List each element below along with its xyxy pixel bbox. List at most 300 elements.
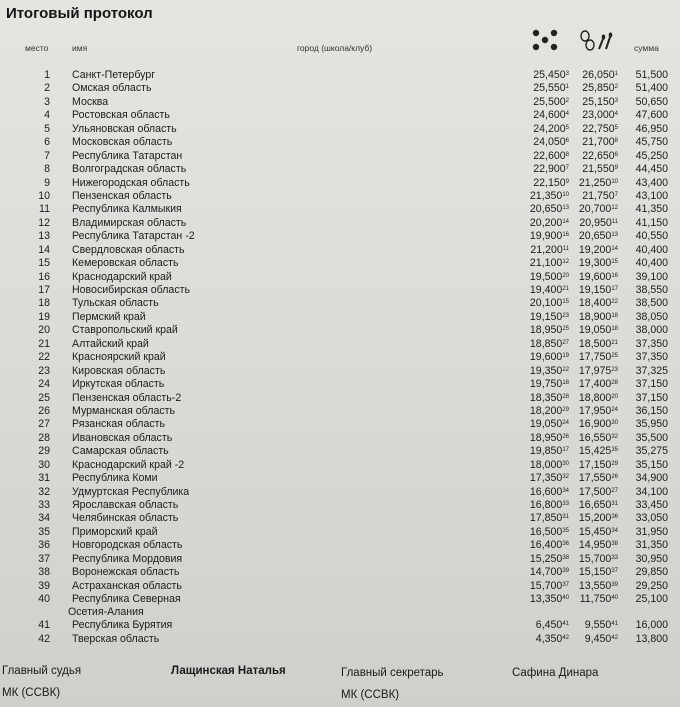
score-apparatus-1-value: 18,200 bbox=[529, 404, 563, 417]
score-apparatus-2-value: 17,150 bbox=[578, 458, 612, 471]
row-name: Мурманская область bbox=[72, 404, 175, 417]
score-apparatus-1-value: 17,350 bbox=[529, 472, 563, 485]
row-name: Ульяновская область bbox=[72, 122, 177, 135]
row-name: Нижегородская область bbox=[72, 176, 190, 189]
row-name: Алтайский край bbox=[72, 337, 149, 350]
score-apparatus-2-rank: 11 bbox=[611, 218, 618, 225]
score-apparatus-2 bbox=[568, 230, 618, 243]
score-apparatus-2-rank: 20 bbox=[611, 393, 618, 400]
score-apparatus-2-value: 15,450 bbox=[578, 525, 612, 538]
row-name: Республика Бурятия bbox=[72, 619, 173, 632]
table-row bbox=[0, 633, 680, 646]
score-apparatus-1-value: 18,000 bbox=[529, 458, 563, 471]
score-apparatus-2 bbox=[568, 619, 618, 632]
row-place: 40 bbox=[38, 593, 50, 606]
score-apparatus-1-rank: 36 bbox=[562, 541, 569, 548]
score-apparatus-1-value: 19,350 bbox=[529, 364, 563, 377]
score-apparatus-2-value: 18,400 bbox=[578, 297, 612, 310]
row-place: 34 bbox=[38, 512, 50, 525]
table-row bbox=[0, 190, 680, 203]
row-name: Ростовская область bbox=[72, 109, 170, 122]
score-apparatus-1 bbox=[513, 230, 569, 243]
score-apparatus-1-rank: 4 bbox=[565, 111, 569, 118]
score-apparatus-1-value: 17,850 bbox=[529, 512, 563, 525]
row-name: Рязанская область bbox=[72, 418, 166, 431]
row-place: 3 bbox=[44, 95, 50, 108]
score-apparatus-1-value: 20,200 bbox=[529, 216, 563, 229]
row-total: 47,600 bbox=[635, 109, 668, 122]
score-apparatus-1-value: 20,650 bbox=[529, 203, 563, 216]
score-apparatus-2 bbox=[565, 109, 618, 122]
row-total: 37,350 bbox=[635, 351, 668, 364]
table-row bbox=[0, 526, 680, 539]
score-apparatus-2-value: 20,650 bbox=[578, 230, 612, 243]
score-apparatus-1-rank: 34 bbox=[562, 487, 569, 494]
score-apparatus-2-value: 14,950 bbox=[578, 539, 612, 552]
row-total: 35,150 bbox=[635, 458, 668, 471]
row-total: 29,250 bbox=[635, 579, 668, 592]
score-apparatus-1-rank: 33 bbox=[562, 501, 569, 507]
table-row bbox=[0, 553, 680, 566]
score-apparatus-1-rank: 39 bbox=[562, 568, 569, 575]
table-row bbox=[0, 257, 680, 270]
chief-secretary-name: Сафина Динара bbox=[512, 667, 599, 679]
row-place: 35 bbox=[38, 525, 50, 538]
score-apparatus-2 bbox=[568, 580, 618, 593]
score-apparatus-1-rank: 19 bbox=[562, 353, 569, 360]
row-place: 29 bbox=[38, 445, 50, 458]
score-apparatus-1 bbox=[513, 459, 569, 472]
score-apparatus-2-value: 15,700 bbox=[578, 552, 612, 565]
row-name-continuation: Осетия-Алания bbox=[68, 606, 144, 619]
score-apparatus-2-rank: 40 bbox=[611, 595, 618, 602]
score-apparatus-1-rank: 42 bbox=[562, 634, 569, 641]
row-total: 51,500 bbox=[635, 69, 668, 81]
row-name: Краснодарский край bbox=[72, 270, 172, 283]
score-apparatus-2-value: 21,750 bbox=[582, 189, 615, 202]
score-apparatus-2-value: 9,450 bbox=[584, 632, 612, 645]
row-place: 4 bbox=[44, 109, 50, 122]
score-apparatus-1-value: 4,350 bbox=[535, 632, 563, 645]
score-apparatus-1 bbox=[513, 378, 569, 391]
score-apparatus-1-value: 19,750 bbox=[529, 378, 563, 391]
row-name: Удмуртская Республика bbox=[72, 485, 190, 498]
score-apparatus-1 bbox=[513, 580, 569, 593]
score-apparatus-2-value: 21,550 bbox=[582, 163, 615, 176]
hoops-and-clubs-icon bbox=[579, 29, 615, 53]
score-apparatus-2-rank: 18 bbox=[611, 312, 618, 319]
row-place: 32 bbox=[38, 485, 50, 498]
score-apparatus-2-rank: 9 bbox=[614, 165, 618, 172]
score-apparatus-2 bbox=[565, 149, 618, 163]
score-apparatus-1-rank: 9 bbox=[565, 178, 569, 185]
row-total: 45,750 bbox=[635, 136, 668, 149]
row-total: 33,450 bbox=[635, 499, 668, 511]
row-place: 14 bbox=[38, 243, 50, 256]
row-total: 37,325 bbox=[635, 364, 668, 377]
score-apparatus-2-rank: 24 bbox=[611, 406, 618, 413]
score-apparatus-2 bbox=[568, 365, 618, 378]
score-apparatus-1 bbox=[513, 338, 569, 351]
score-apparatus-2-value: 16,900 bbox=[578, 418, 612, 431]
score-apparatus-2 bbox=[568, 405, 618, 418]
score-apparatus-1-rank: 3 bbox=[565, 71, 569, 77]
score-apparatus-1 bbox=[513, 297, 569, 310]
score-apparatus-1-rank: 25 bbox=[562, 326, 569, 333]
score-apparatus-1-value: 22,600 bbox=[533, 149, 566, 162]
chief-judge-role: Главный судья bbox=[2, 665, 82, 677]
score-apparatus-1 bbox=[513, 257, 569, 270]
score-apparatus-1-value: 18,950 bbox=[529, 431, 563, 444]
row-name: Ивановская область bbox=[72, 431, 173, 444]
score-apparatus-1 bbox=[513, 512, 569, 525]
score-apparatus-1-rank: 26 bbox=[562, 433, 569, 440]
chief-judge-name: Лащинская Наталья bbox=[171, 665, 286, 677]
row-place: 30 bbox=[38, 458, 50, 471]
table-row bbox=[0, 472, 680, 485]
score-apparatus-2-rank: 18 bbox=[611, 326, 618, 333]
score-apparatus-1-rank: 30 bbox=[562, 460, 569, 467]
row-name: Кировская область bbox=[72, 364, 166, 377]
row-place: 33 bbox=[38, 499, 50, 511]
score-apparatus-2-rank: 5 bbox=[614, 124, 618, 131]
table-row bbox=[0, 566, 680, 579]
score-apparatus-1-value: 16,600 bbox=[529, 485, 563, 498]
score-apparatus-1 bbox=[513, 445, 569, 458]
score-apparatus-2-value: 18,500 bbox=[578, 337, 612, 350]
score-apparatus-1-rank: 1 bbox=[565, 84, 569, 91]
table-row bbox=[0, 136, 680, 149]
score-apparatus-1-rank: 18 bbox=[562, 380, 569, 387]
row-total: 34,100 bbox=[635, 485, 668, 498]
score-apparatus-1-rank: 6 bbox=[565, 138, 569, 145]
score-apparatus-1-rank: 24 bbox=[562, 420, 569, 427]
row-total: 13,800 bbox=[635, 632, 668, 645]
score-apparatus-1 bbox=[513, 150, 569, 163]
row-place: 2 bbox=[44, 82, 50, 95]
row-total: 31,350 bbox=[635, 539, 668, 552]
score-apparatus-2 bbox=[565, 122, 618, 136]
table-row bbox=[0, 163, 680, 176]
score-apparatus-2 bbox=[568, 311, 618, 324]
score-apparatus-2-value: 19,150 bbox=[578, 284, 612, 296]
score-apparatus-1-value: 15,700 bbox=[529, 579, 563, 592]
score-apparatus-1-rank: 28 bbox=[562, 393, 569, 400]
score-apparatus-2-value: 16,650 bbox=[578, 499, 612, 511]
score-apparatus-1-rank: 16 bbox=[562, 232, 569, 239]
row-name: Санкт-Петербург bbox=[72, 69, 156, 81]
score-apparatus-2-rank: 26 bbox=[611, 474, 618, 481]
row-name: Иркутская область bbox=[72, 378, 165, 391]
row-total: 37,150 bbox=[635, 391, 668, 404]
score-apparatus-1-value: 21,350 bbox=[529, 189, 563, 202]
row-total: 38,050 bbox=[635, 310, 668, 323]
row-name: Республика Северная bbox=[72, 593, 181, 606]
table-row bbox=[0, 96, 680, 109]
score-apparatus-1 bbox=[513, 566, 569, 579]
score-apparatus-2 bbox=[568, 499, 618, 512]
row-place: 19 bbox=[38, 310, 50, 323]
score-apparatus-1 bbox=[513, 163, 569, 176]
table-row bbox=[0, 311, 680, 324]
score-apparatus-1 bbox=[513, 418, 569, 431]
score-apparatus-2-rank: 16 bbox=[611, 272, 618, 279]
row-total: 38,000 bbox=[635, 324, 668, 337]
table-row bbox=[0, 217, 680, 230]
score-apparatus-2-value: 16,550 bbox=[578, 431, 612, 444]
score-apparatus-1-rank: 10 bbox=[562, 191, 569, 198]
row-name: Республика Калмыкия bbox=[72, 203, 182, 216]
table-row bbox=[0, 230, 680, 243]
row-place: 26 bbox=[38, 404, 50, 417]
table-row bbox=[0, 271, 680, 284]
row-name: Челябинская область bbox=[72, 512, 179, 525]
score-apparatus-2-value: 11,750 bbox=[579, 593, 612, 606]
score-apparatus-2-rank: 4 bbox=[614, 111, 618, 118]
row-total: 41,150 bbox=[635, 216, 668, 229]
score-apparatus-1-rank: 29 bbox=[562, 406, 569, 413]
score-apparatus-2 bbox=[568, 539, 618, 552]
page-title: Итоговый протокол bbox=[6, 5, 153, 22]
score-apparatus-2-rank: 35 bbox=[611, 447, 618, 454]
row-place: 42 bbox=[38, 632, 50, 645]
score-apparatus-2-rank: 7 bbox=[614, 191, 618, 198]
row-total: 34,900 bbox=[635, 472, 668, 485]
row-name: Омская область bbox=[72, 82, 152, 95]
score-apparatus-1-rank: 38 bbox=[562, 554, 569, 561]
score-apparatus-2 bbox=[568, 418, 618, 431]
score-apparatus-2 bbox=[568, 512, 618, 525]
score-apparatus-2-rank: 32 bbox=[611, 433, 618, 440]
row-place: 15 bbox=[38, 257, 50, 270]
score-apparatus-1-rank: 23 bbox=[562, 312, 569, 319]
score-apparatus-2-rank: 29 bbox=[611, 460, 618, 467]
row-place: 38 bbox=[38, 566, 50, 579]
score-apparatus-2 bbox=[565, 82, 618, 95]
score-apparatus-1 bbox=[513, 217, 569, 230]
row-name: Республика Татарстан -2 bbox=[72, 230, 195, 243]
row-place: 22 bbox=[38, 351, 50, 364]
score-apparatus-1-rank: 41 bbox=[562, 621, 569, 628]
score-apparatus-2 bbox=[565, 136, 618, 149]
score-apparatus-2-rank: 34 bbox=[611, 527, 618, 534]
table-row bbox=[0, 486, 680, 499]
score-apparatus-1-rank: 13 bbox=[562, 205, 569, 212]
table-row bbox=[0, 445, 680, 458]
score-apparatus-2-value: 18,800 bbox=[578, 391, 612, 404]
score-apparatus-2-value: 21,700 bbox=[582, 136, 615, 149]
score-apparatus-1-rank: 40 bbox=[562, 595, 569, 602]
row-total: 43,400 bbox=[635, 176, 668, 189]
table-row bbox=[0, 405, 680, 418]
header-city: город (школа/клуб) bbox=[297, 43, 373, 53]
row-place: 24 bbox=[38, 378, 50, 391]
row-name: Красноярский край bbox=[72, 351, 166, 364]
row-name: Кемеровская область bbox=[72, 257, 179, 270]
row-total: 39,100 bbox=[635, 270, 668, 283]
score-apparatus-1 bbox=[513, 244, 569, 257]
row-name: Тульская область bbox=[72, 297, 159, 310]
score-apparatus-2-rank: 14 bbox=[611, 245, 618, 252]
score-apparatus-1-value: 22,900 bbox=[533, 163, 566, 176]
table-row bbox=[0, 499, 680, 512]
score-apparatus-2-value: 26,050 bbox=[582, 69, 615, 81]
row-total: 35,950 bbox=[635, 418, 668, 431]
score-apparatus-1-value: 20,100 bbox=[529, 297, 563, 310]
score-apparatus-2-rank: 1 bbox=[614, 71, 618, 77]
score-apparatus-1-value: 6,450 bbox=[535, 619, 563, 632]
score-apparatus-1-value: 24,200 bbox=[533, 122, 566, 135]
score-apparatus-2-value: 17,400 bbox=[578, 378, 612, 391]
row-name: Ярославская область bbox=[72, 499, 179, 511]
row-name: Свердловская область bbox=[72, 243, 185, 256]
row-total: 25,100 bbox=[635, 593, 668, 606]
row-place: 31 bbox=[38, 472, 50, 485]
score-apparatus-2-value: 9,550 bbox=[584, 619, 612, 632]
score-apparatus-2-rank: 15 bbox=[611, 259, 618, 266]
row-name: Краснодарский край -2 bbox=[72, 458, 185, 471]
score-apparatus-1-value: 22,150 bbox=[533, 176, 566, 189]
score-apparatus-2 bbox=[568, 593, 618, 606]
score-apparatus-1 bbox=[513, 405, 569, 418]
score-apparatus-1-value: 19,050 bbox=[529, 418, 563, 431]
row-name: Астраханская область bbox=[72, 579, 182, 592]
score-apparatus-1-value: 18,950 bbox=[529, 324, 563, 337]
table-row bbox=[0, 418, 680, 431]
score-apparatus-1-value: 15,250 bbox=[529, 552, 563, 565]
score-apparatus-1 bbox=[513, 82, 569, 95]
score-apparatus-2-rank: 27 bbox=[611, 487, 618, 494]
row-total: 40,550 bbox=[635, 230, 668, 243]
score-apparatus-1 bbox=[513, 539, 569, 552]
score-apparatus-1-rank: 35 bbox=[562, 527, 569, 534]
row-name: Республика Татарстан bbox=[72, 149, 183, 162]
score-apparatus-2-rank: 33 bbox=[611, 554, 618, 561]
results-table bbox=[0, 69, 680, 646]
row-name: Республика Мордовия bbox=[72, 552, 183, 565]
score-apparatus-2 bbox=[568, 486, 618, 499]
row-total: 51,400 bbox=[635, 82, 668, 95]
score-apparatus-2-rank: 8 bbox=[614, 138, 618, 145]
row-name: Самарская область bbox=[72, 445, 169, 458]
score-apparatus-1 bbox=[513, 633, 569, 646]
score-apparatus-2-value: 17,550 bbox=[578, 472, 612, 485]
score-apparatus-2 bbox=[568, 217, 618, 230]
row-name: Пензенская область bbox=[72, 189, 172, 202]
score-apparatus-1 bbox=[513, 365, 569, 378]
score-apparatus-2-value: 18,900 bbox=[578, 310, 612, 323]
row-place: 20 bbox=[38, 324, 50, 337]
row-place: 11 bbox=[39, 203, 50, 216]
score-apparatus-2-rank: 39 bbox=[611, 581, 618, 588]
score-apparatus-2 bbox=[568, 244, 618, 257]
score-apparatus-2-value: 25,150 bbox=[582, 95, 615, 108]
row-name: Воронежская область bbox=[72, 566, 180, 579]
score-apparatus-1-rank: 27 bbox=[562, 339, 569, 346]
score-apparatus-2-rank: 41 bbox=[611, 621, 618, 628]
row-total: 38,550 bbox=[635, 284, 668, 296]
score-apparatus-2 bbox=[568, 378, 618, 391]
score-apparatus-2 bbox=[568, 526, 618, 539]
score-apparatus-1-value: 19,850 bbox=[529, 445, 563, 458]
score-apparatus-1-value: 24,600 bbox=[533, 109, 566, 122]
score-apparatus-2-value: 23,000 bbox=[582, 109, 615, 122]
score-apparatus-1-rank: 32 bbox=[562, 474, 569, 481]
table-row bbox=[0, 338, 680, 351]
row-place: 27 bbox=[38, 418, 50, 431]
score-apparatus-1 bbox=[513, 136, 569, 149]
row-total: 31,950 bbox=[635, 525, 668, 538]
score-apparatus-1-value: 16,400 bbox=[529, 539, 563, 552]
table-row bbox=[0, 69, 680, 82]
score-apparatus-2-rank: 38 bbox=[611, 541, 618, 548]
row-place: 36 bbox=[38, 539, 50, 552]
score-apparatus-1 bbox=[513, 96, 569, 109]
table-row bbox=[0, 244, 680, 257]
row-place: 37 bbox=[38, 552, 50, 565]
score-apparatus-1 bbox=[513, 486, 569, 499]
row-total: 35,500 bbox=[635, 431, 668, 444]
score-apparatus-2 bbox=[568, 459, 618, 472]
score-apparatus-2 bbox=[568, 445, 618, 458]
score-apparatus-2 bbox=[568, 338, 618, 351]
score-apparatus-1-rank: 7 bbox=[565, 165, 569, 172]
score-apparatus-2-value: 20,700 bbox=[578, 203, 612, 216]
score-apparatus-2 bbox=[568, 351, 618, 364]
score-apparatus-2 bbox=[568, 190, 618, 203]
score-apparatus-1-rank: 5 bbox=[565, 124, 569, 131]
row-place: 16 bbox=[38, 270, 50, 283]
score-apparatus-1 bbox=[513, 432, 569, 445]
row-place: 39 bbox=[38, 579, 50, 592]
score-apparatus-1 bbox=[513, 109, 569, 122]
row-place: 5 bbox=[44, 122, 50, 135]
row-place: 12 bbox=[38, 216, 50, 229]
score-apparatus-1 bbox=[513, 203, 569, 216]
score-apparatus-2 bbox=[565, 69, 618, 82]
score-apparatus-1-rank: 12 bbox=[562, 259, 569, 266]
score-apparatus-2 bbox=[568, 271, 618, 284]
score-apparatus-2-rank: 3 bbox=[614, 97, 618, 104]
score-apparatus-2-rank: 21 bbox=[611, 339, 618, 346]
score-apparatus-2-value: 19,600 bbox=[578, 270, 612, 283]
table-row bbox=[0, 365, 680, 378]
score-apparatus-1 bbox=[513, 351, 569, 364]
score-apparatus-2-value: 19,300 bbox=[578, 257, 612, 270]
score-apparatus-1-value: 21,200 bbox=[530, 243, 563, 256]
row-place: 8 bbox=[44, 163, 50, 176]
score-apparatus-2-value: 15,200 bbox=[578, 512, 612, 525]
row-name: Новосибирская область bbox=[72, 284, 190, 296]
score-apparatus-1 bbox=[513, 593, 569, 606]
score-apparatus-1-rank: 20 bbox=[562, 272, 569, 279]
score-apparatus-1 bbox=[513, 271, 569, 284]
row-place: 10 bbox=[38, 189, 50, 202]
header-sum: сумма bbox=[634, 43, 659, 53]
row-name: Приморский край bbox=[72, 525, 158, 538]
table-row bbox=[0, 539, 680, 552]
score-apparatus-2-rank: 37 bbox=[611, 568, 618, 575]
row-name: Новгородская область bbox=[72, 539, 183, 552]
chief-secretary-role: Главный секретарь bbox=[341, 667, 444, 679]
chief-secretary-org: МК (ССВК) bbox=[341, 689, 400, 701]
row-total: 35,275 bbox=[635, 445, 668, 458]
row-name: Московская область bbox=[72, 136, 173, 149]
score-apparatus-2-value: 20,950 bbox=[579, 216, 612, 229]
table-row bbox=[0, 284, 680, 297]
score-apparatus-1-rank: 2 bbox=[565, 97, 569, 104]
score-apparatus-1-value: 18,350 bbox=[529, 391, 563, 404]
